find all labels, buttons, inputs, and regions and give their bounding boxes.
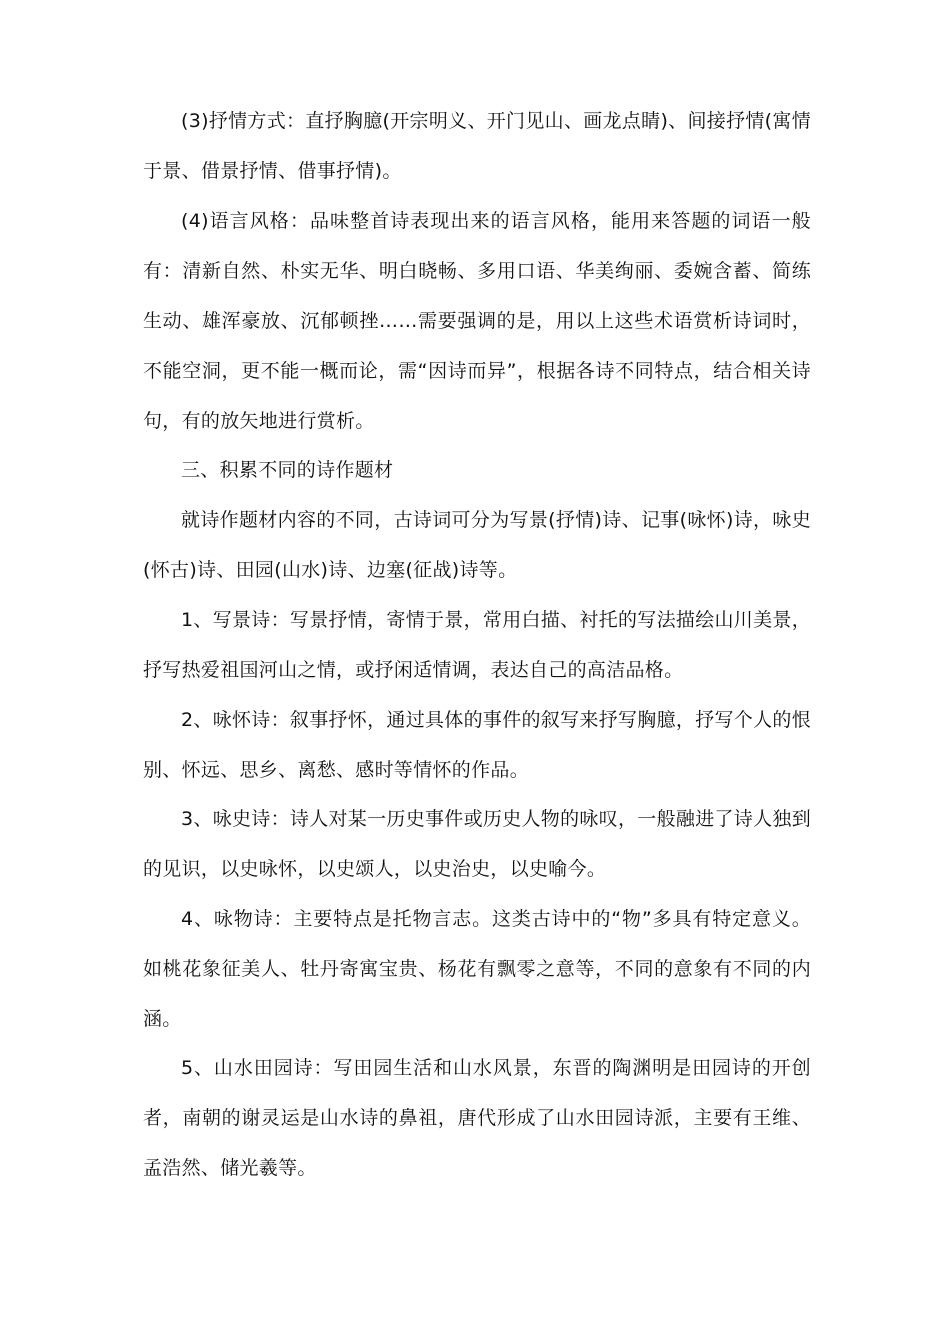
section-heading-poem-themes: 三、积累不同的诗作题材: [181, 459, 394, 481]
paragraph-landscape-pastoral-poem: 5、山水田园诗：写田园生活和山水风景，东晋的陶渊明是田园诗的开创者，南朝的谢灵运是山水诗的鼻祖，唐代形成了山水田园诗派，主要有王维、孟浩然、储光羲等。: [143, 1057, 811, 1179]
paragraph-language-style: (4)语言风格：品味整首诗表现出来的语言风格，能用来答题的词语一般有：清新自然、朴实无华、明白晓畅、多用口语、华美绚丽、委婉含蓄、简练生动、雄浑豪放、沉郁顿挫……需要强调的是，用以上这些术语赏析诗词时，不能空洞，更不能一概而论，需“因诗而异”，根据各诗不同特点，结合相关诗句，有的放矢地进行赏析。: [143, 210, 811, 432]
paragraph-history-poem: 3、咏史诗：诗人对某一历史事件或历史人物的咏叹，一般融进了诗人独到的见识，以史咏怀，以史颂人，以史治史，以史喻今。: [143, 808, 811, 880]
paragraph-sentiment-poem: 2、咏怀诗：叙事抒怀，通过具体的事件的叙写来抒写胸臆，抒写个人的恨别、怀远、思乡、离愁、感时等情怀的作品。: [143, 709, 811, 781]
paragraph-object-poem: 4、咏物诗：主要特点是托物言志。这类古诗中的“物”多具有特定意义。如桃花象征美人、牡丹寄寓宝贵、杨花有飘零之意等，不同的意象有不同的内涵。: [143, 908, 811, 1030]
paragraph-theme-intro: 就诗作题材内容的不同，古诗词可分为写景(抒情)诗、记事(咏怀)诗，咏史(怀古)诗、田园(山水)诗、边塞(征战)诗等。: [143, 509, 811, 581]
paragraph-lyric-method: (3)抒情方式：直抒胸臆(开宗明义、开门见山、画龙点睛)、间接抒情(寓情于景、借景抒情、借事抒情)。: [143, 110, 811, 182]
paragraph-scenery-poem: 1、写景诗：写景抒情，寄情于景，常用白描、衬托的写法描绘山川美景，抒写热爱祖国河山之情，或抒闲适情调，表达自己的高洁品格。: [143, 609, 811, 681]
